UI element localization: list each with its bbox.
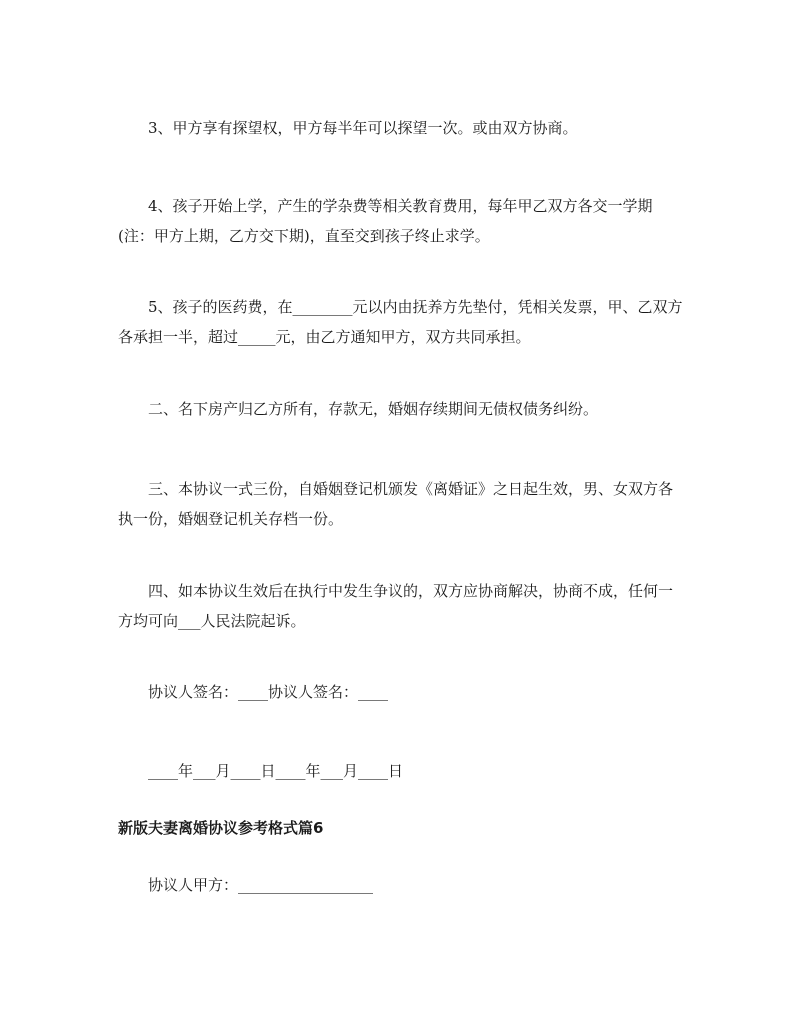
party-a-line: 协议人甲方：__________________ xyxy=(148,876,374,894)
paragraph-copies: 三、本协议一式三份，自婚姻登记机颁发《离婚证》之日起生效，男、女双方各执一份，婚姻登记机关存档一份。 xyxy=(118,480,674,528)
section-heading: 新版夫妻离婚协议参考格式篇6 xyxy=(118,819,324,837)
paragraph-disputes: 四、如本协议生效后在执行中发生争议的，双方应协商解决，协商不成，任何一方均可向___人民法院起诉。 xyxy=(118,582,674,630)
paragraph-medical-fees: 5、孩子的医药费，在________元以内由抚养方先垫付，凭相关发票，甲、乙双方各承担一半，超过_____元，由乙方通知甲方，双方共同承担。 xyxy=(118,298,683,346)
paragraph-visitation-rights: 3、甲方享有探望权，甲方每半年可以探望一次。或由双方协商。 xyxy=(148,119,578,137)
paragraph-property: 二、名下房产归乙方所有，存款无，婚姻存续期间无债权债务纠纷。 xyxy=(148,400,599,418)
date-line: ____年___月____日____年___月____日 xyxy=(148,762,404,780)
paragraph-education-fees: 4、孩子开始上学，产生的学杂费等相关教育费用，每年甲乙双方各交一学期(注：甲方上期，乙方交下期)，直至交到孩子终止求学。 xyxy=(118,197,653,245)
signature-line: 协议人签名：____协议人签名：____ xyxy=(148,683,389,701)
